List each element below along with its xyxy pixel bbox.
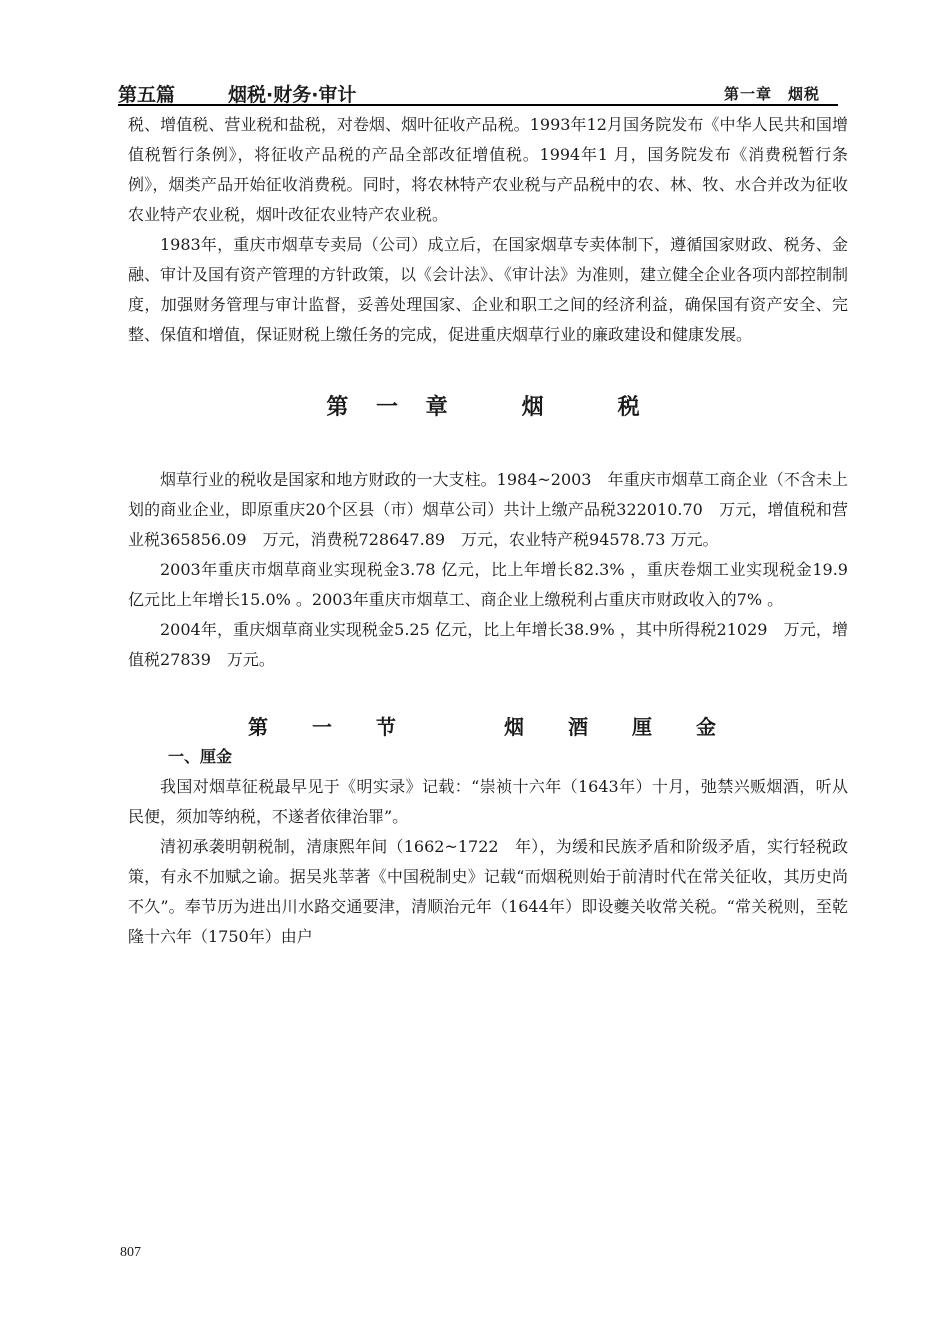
chapter-paragraph-3: 2004年，重庆烟草商业实现税金5.25 亿元，比上年增长38.9% ，其中所得税21029 万元，增值税27839 万元。 [128, 620, 848, 669]
chapter-title: 第 一 章 烟 税 [326, 395, 650, 420]
header-part [118, 80, 356, 107]
header-part-title: 烟税·财务·审计 [228, 84, 357, 106]
chapter-paragraph-2: 2003年重庆市烟草商业实现税金3.78 亿元，比上年增长82.3% ，重庆卷烟工业实现税金19.9 亿元比上年增长15.0% 。2003年重庆市烟草工、商企业上缴税利占重庆市财政收入的7% 。 [128, 560, 848, 609]
running-header [118, 78, 848, 106]
section-paragraph-1: 我国对烟草征税最早见于《明实录》记载：“崇祯十六年（1643年）十月，弛禁兴贩烟酒，听从民便，须加等纳税，不遂者依律治罪”。 [128, 777, 848, 826]
header-chapter: 第一章 烟税 [723, 85, 820, 103]
header-divider [118, 104, 838, 106]
page-body [128, 110, 848, 952]
section-title: 第 一 节 烟 酒 厘 金 [248, 715, 728, 739]
chapter-paragraph-1: 烟草行业的税收是国家和地方财政的一大支柱。1984~2003 年重庆市烟草工商企业（不含未上划的商业企业，即原重庆20个区县（市）烟草公司）共计上缴产品税322010.70 万元，增值税和营业税365856.09 万元，消费税728647.89 万元，农业特产税94578.73 万元。 [128, 470, 848, 549]
intro-paragraph-1: 税、增值税、营业税和盐税，对卷烟、烟叶征收产品税。1993年12月国务院发布《中华人民共和国增值税暂行条例》，将征收产品税的产品全部改征增值税。1994年1 月，国务院发布《消费税暂行条例》，烟类产品开始征收消费税。同时，将农林特产农业税与产品税中的农、林、牧、水合并改为征收农业特产农业税，烟叶改征农业特产农业税。 [128, 115, 848, 224]
intro-paragraph-2: 1983年，重庆市烟草专卖局（公司）成立后，在国家烟草专卖体制下，遵循国家财政、税务、金融、审计及国有资产管理的方针政策，以《会计法》、《审计法》为准则，建立健全企业各项内部控制制度，加强财务管理与审计监督，妥善处理国家、企业和职工之间的经济利益，确保国有资产安全、完整、保值和增值，保证财税上缴任务的完成，促进重庆烟草行业的廉政建设和健康发展。 [128, 235, 849, 344]
header-part-number: 第五篇 [118, 84, 176, 106]
subsection-title: 一、厘金 [168, 747, 233, 766]
section-paragraph-2: 清初承袭明朝税制，清康熙年间（1662~1722 年），为缓和民族矛盾和阶级矛盾，实行轻税政策，有永不加赋之谕。据吴兆莘著《中国税制史》记载“而烟税则始于前清时代在常关征收，其历史尚不久”。奉节历为进出川水路交通要津，清顺治元年（1644年）即设夔关收常关税。“常关税则，至乾隆十六年（1750年）由户 [128, 837, 848, 946]
page-number: 807 [120, 1245, 141, 1260]
